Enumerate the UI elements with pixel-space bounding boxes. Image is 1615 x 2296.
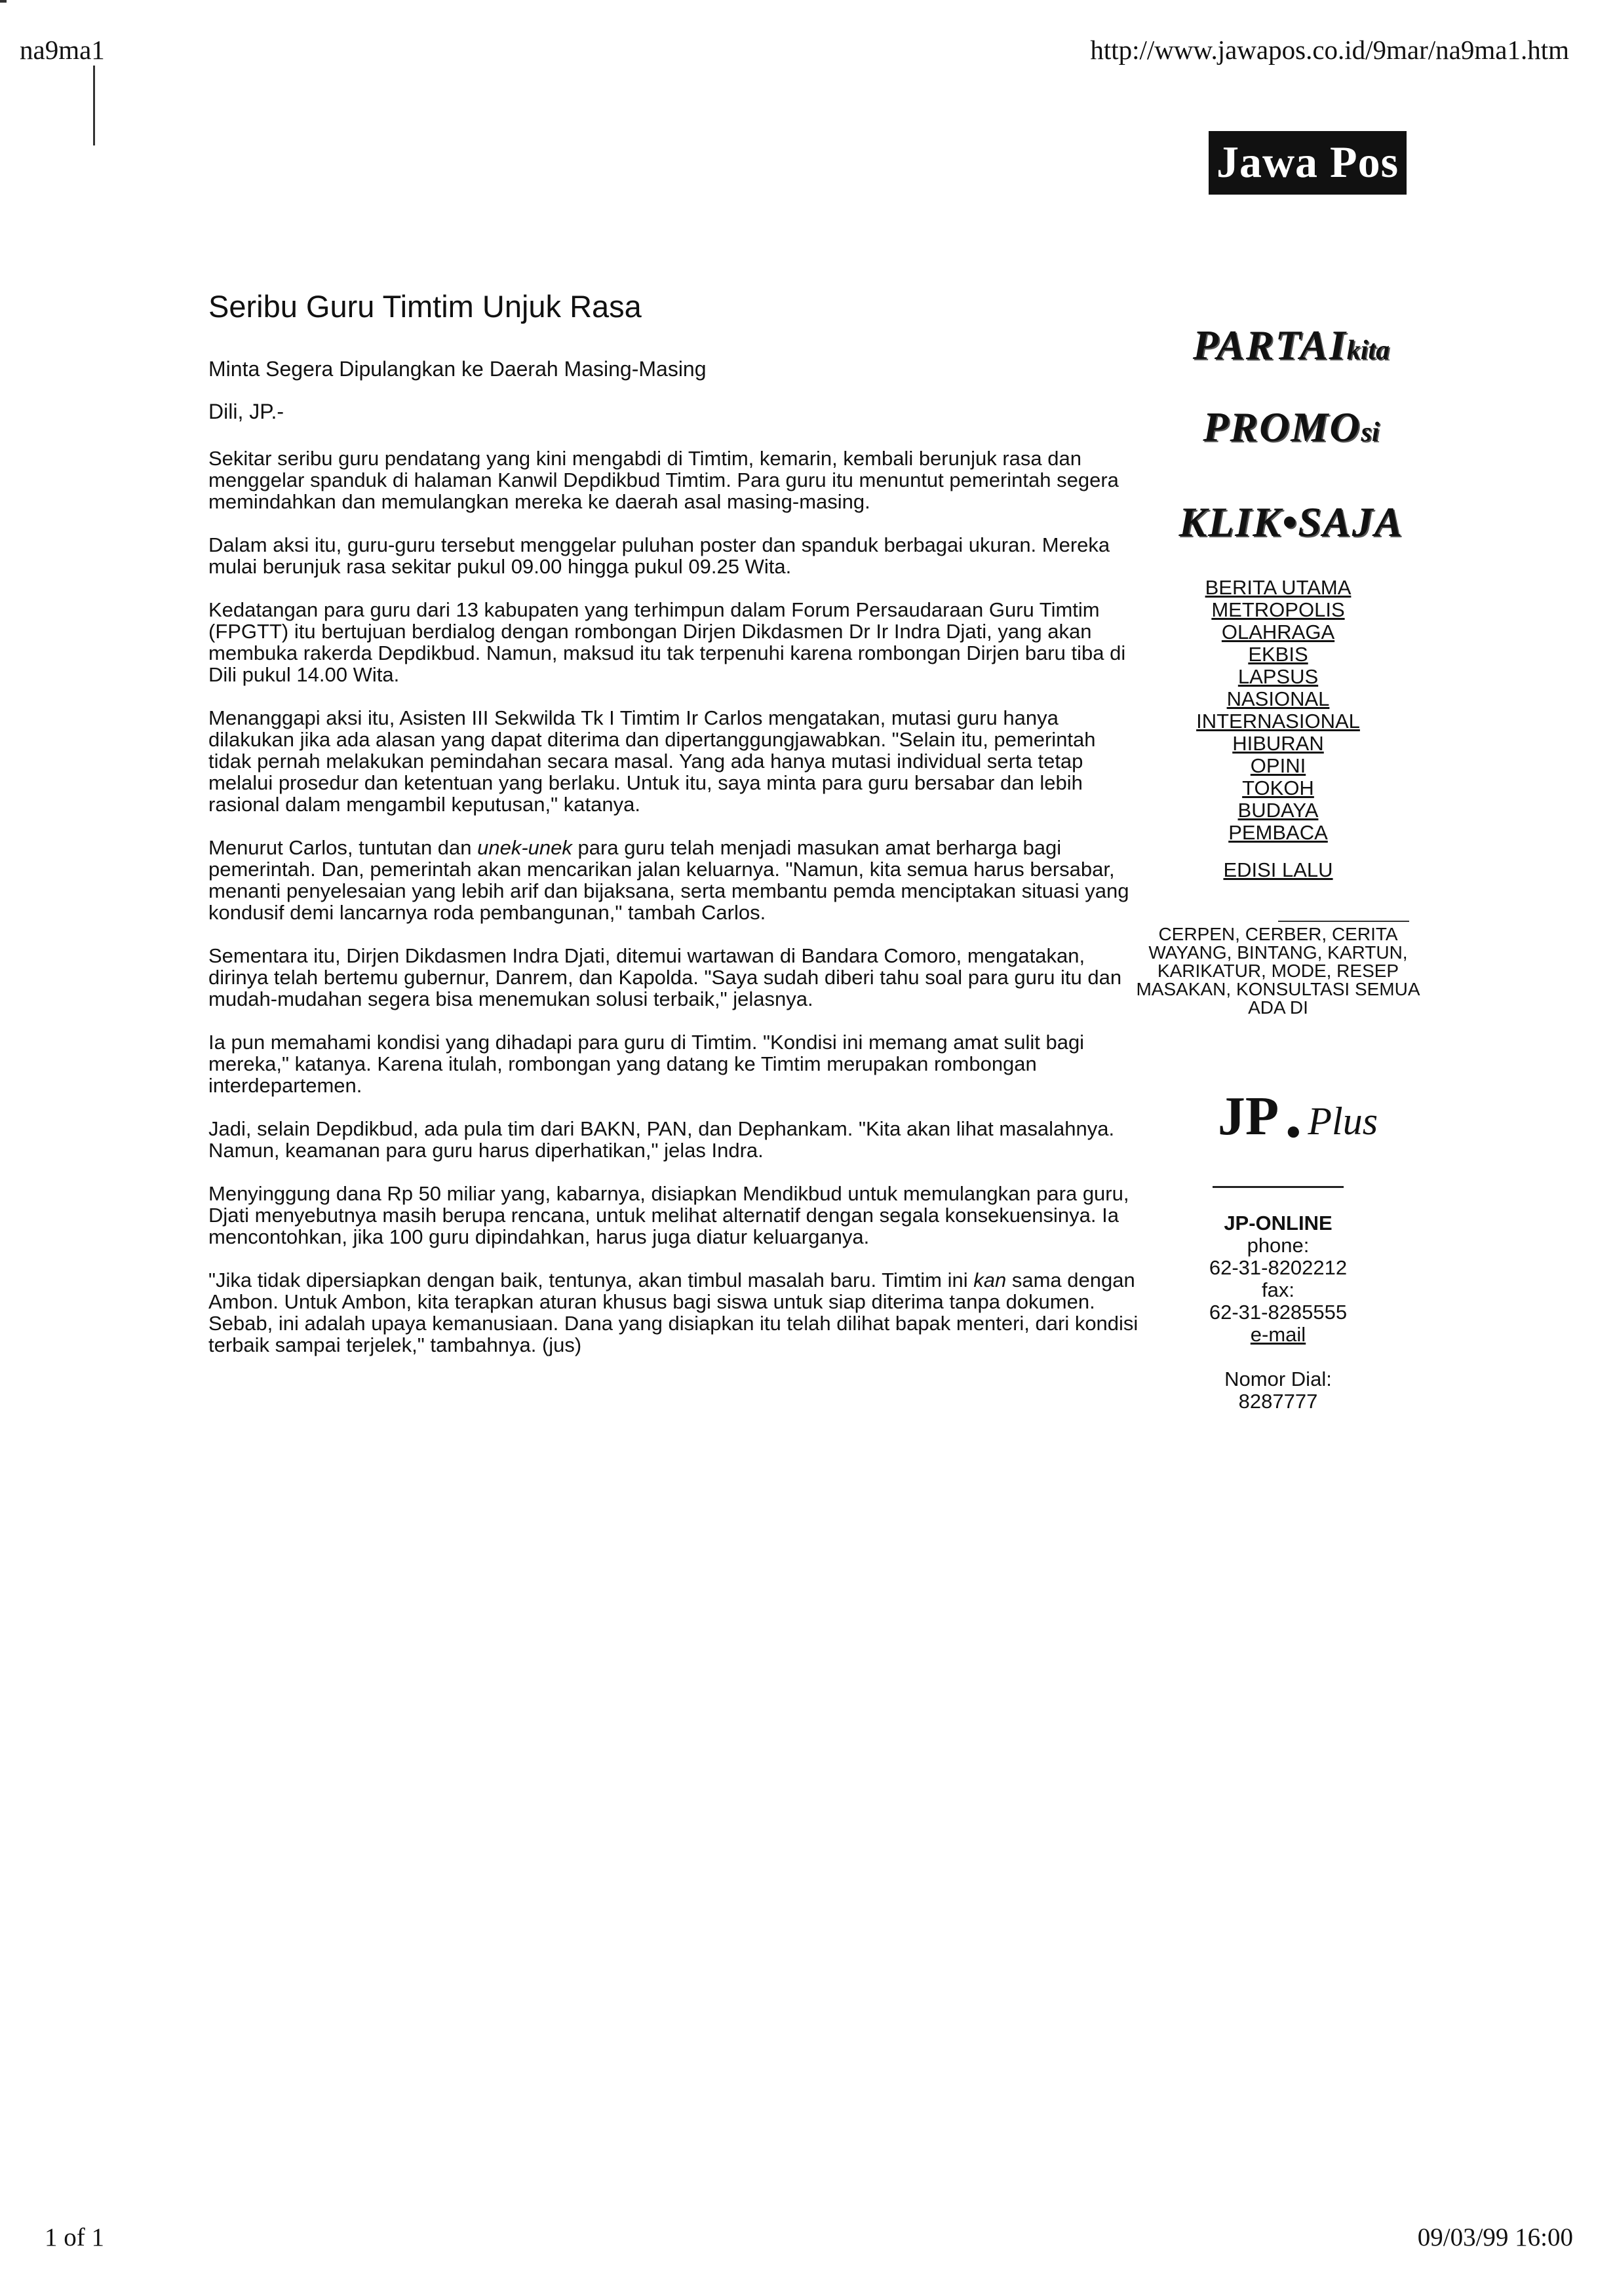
partai-banner[interactable] [1154, 321, 1429, 370]
partai-banner-suffix: kita [1346, 335, 1390, 366]
fax-label: fax: [1262, 1278, 1294, 1301]
nav-link-internasional[interactable]: INTERNASIONAL [1196, 710, 1360, 733]
jp-plus-promo-text: CERPEN, CERBER, CERITA WAYANG, BINTANG, KARTUN, KARIKATUR, MODE, RESEP MASAKAN, KONSULTASI SEMUA ADA DI [1136, 924, 1420, 1018]
text-run: "Jika tidak dipersiapkan dengan baik, tentunya, akan timbul masalah baru. Timtim ini [208, 1269, 974, 1292]
bullet-icon: ● [1285, 1117, 1302, 1146]
phone-number: 62-31-8202212 [1209, 1256, 1348, 1279]
scan-mark [0, 0, 7, 3]
promo-banner-suffix: si [1361, 417, 1380, 448]
partai-banner-text: PARTAI [1192, 322, 1347, 368]
article-title: Seribu Guru Timtim Unjuk Rasa [208, 289, 642, 324]
sidebar [1127, 131, 1429, 1413]
article-paragraph [208, 837, 1139, 923]
article-paragraph: Menyinggung dana Rp 50 miliar yang, kabarnya, disiapkan Mendikbud untuk memulangkan para guru, Djati menyebutnya masih berupa rencana, untuk melihat alternatif dengan segala konsekuensinya. Ia mencontohkan, jika 100 guru dipindahkan, harus juga diatur keluarganya. [208, 1182, 1129, 1248]
dial-label: Nomor Dial: [1224, 1368, 1332, 1390]
print-datetime-footer: 09/03/99 16:00 [1417, 2223, 1573, 2251]
article-paragraph: Ia pun memahami kondisi yang dihadapi para guru di Timtim. "Kondisi ini memang amat sulit bagi mereka," katanya. Karena itulah, rombongan yang datang ke Timtim merupakan rombongan interdepartemen. [208, 1031, 1085, 1097]
nav-link-opini[interactable]: OPINI [1250, 754, 1306, 777]
jp-plus-logo-jp: JP [1217, 1086, 1279, 1147]
page-id-header: na9ma1 [20, 35, 105, 65]
divider [1213, 1186, 1344, 1188]
promo-banner[interactable] [1154, 403, 1429, 451]
jp-plus-logo[interactable] [1167, 1084, 1429, 1148]
scan-mark-line [93, 66, 95, 145]
page-url-header: http://www.jawapos.co.id/9mar/na9ma1.htm [1090, 35, 1569, 65]
article-paragraph: Jadi, selain Depdikbud, ada pula tim dari BAKN, PAN, dan Dephankam. "Kita akan lihat masalahnya. Namun, keamanan para guru harus diperhatikan," jelas Indra. [208, 1117, 1115, 1162]
nav-link-tokoh[interactable]: TOKOH [1242, 776, 1314, 799]
fax-number: 62-31-8285555 [1209, 1301, 1348, 1324]
nav-link-metropolis[interactable]: METROPOLIS [1211, 598, 1345, 621]
nav-link-budaya[interactable]: BUDAYA [1237, 799, 1319, 822]
article-paragraph: Sekitar seribu guru pendatang yang kini mengabdi di Timtim, kemarin, kembali berunjuk rasa dan menggelar spanduk di halaman Kanwil Depdikbud Timtim. Para guru itu menuntut pemerintah segera memindahkan dan memulangkan mereka ke daerah asal masing-masing. [208, 447, 1119, 513]
text-run: Menurut Carlos, tuntutan dan [208, 836, 478, 859]
klik-saja-text: KLIK•SAJA [1178, 499, 1404, 545]
email-link[interactable]: e-mail [1250, 1323, 1306, 1346]
nav-link-pembaca[interactable]: PEMBACA [1228, 821, 1328, 844]
article-paragraph: Menanggapi aksi itu, Asisten III Sekwilda Tk I Timtim Ir Carlos mengatakan, mutasi guru hanya dilakukan jika ada alasan yang dapat diterima dan dipertanggungjawabkan. "Selain itu, pemerintah tidak pernah melakukan pemindahan secara masal. Yang ada hanya mutasi individual serta tetap melalui prosedur dan ketentuan yang berlaku. Untuk itu, saya minta para guru bersabar dan lebih rasional dalam mengambil keputusan," katanya. [208, 706, 1096, 816]
article-paragraph [208, 1269, 1139, 1356]
contact-title: JP-ONLINE [1224, 1212, 1333, 1234]
nav-link-berita-utama[interactable]: BERITA UTAMA [1205, 576, 1352, 599]
article [208, 288, 1139, 1377]
article-dateline: Dili, JP.- [208, 400, 284, 423]
phone-label: phone: [1247, 1234, 1310, 1257]
article-subtitle: Minta Segera Dipulangkan ke Daerah Masing-Masing [208, 357, 707, 381]
page-count-footer: 1 of 1 [45, 2223, 104, 2251]
article-paragraph: Dalam aksi itu, guru-guru tersebut menggelar puluhan poster dan spanduk berbagai ukuran. Mereka mulai berunjuk rasa sekitar pukul 09.00 hingga pukul 09.25 Wita. [208, 533, 1110, 578]
promo-banner-text: PROMO [1203, 404, 1361, 450]
nav-link-olahraga[interactable]: OLAHRAGA [1221, 621, 1335, 643]
text-run: para guru telah menjadi masukan amat berharga bagi pemerintah. Dan, pemerintah akan mencarikan jalan keluarnya. "Namun, kita semua harus bersabar, menanti penyelesaian yang lebih arif dan bijaksana, serta membantu pemda menciptakan situasi yang kondusif demi lancarnya roda pembangunan," tambah Carlos. [208, 836, 1129, 924]
text-run: sama dengan Ambon. Untuk Ambon, kita terapkan aturan khusus bagi siswa untuk siap diterima tanpa dokumen. Sebab, ini adalah upaya kemanusiaan. Dana yang disiapkan itu telah dilihat bapak menteri, dari kondisi terbaik sampai terjelek," tambahnya. (jus) [208, 1269, 1138, 1356]
klik-saja-banner[interactable] [1154, 498, 1429, 546]
divider [1278, 921, 1409, 922]
edisi-lalu-link[interactable]: EDISI LALU [1223, 858, 1333, 881]
article-paragraph: Kedatangan para guru dari 13 kabupaten yang terhimpun dalam Forum Persaudaraan Guru Timtim (FPGTT) itu bertujuan berdialog dengan rombongan Dirjen Dikdasmen Dr Ir Indra Djati, yang akan membuka rakerda Depdikbud. Namun, maksud itu tak terpenuhi karena rombongan Dirjen baru tiba di Dili pukul 14.00 Wita. [208, 598, 1126, 686]
dial-number: 8287777 [1238, 1390, 1318, 1413]
contact-info [1127, 1212, 1429, 1413]
jp-plus-logo-plus: Plus [1308, 1100, 1378, 1143]
nav-link-ekbis[interactable]: EKBIS [1248, 643, 1308, 666]
nav-link-nasional[interactable]: NASIONAL [1226, 687, 1330, 710]
section-nav [1127, 577, 1429, 844]
italic-text: kan [973, 1269, 1007, 1292]
jawa-pos-logo[interactable]: Jawa Pos [1209, 131, 1407, 195]
nav-link-lapsus[interactable]: LAPSUS [1237, 665, 1319, 688]
article-paragraph: Sementara itu, Dirjen Dikdasmen Indra Djati, ditemui wartawan di Bandara Comoro, mengatakan, dirinya telah bertemu gubernur, Danrem, dan Kapolda. "Saya sudah diberi tahu soal para guru itu dan mudah-mudahan segera bisa menemukan solusi terbaik," jelasnya. [208, 944, 1122, 1010]
italic-text: unek-unek [477, 836, 572, 859]
nav-link-hiburan[interactable]: HIBURAN [1232, 732, 1324, 755]
